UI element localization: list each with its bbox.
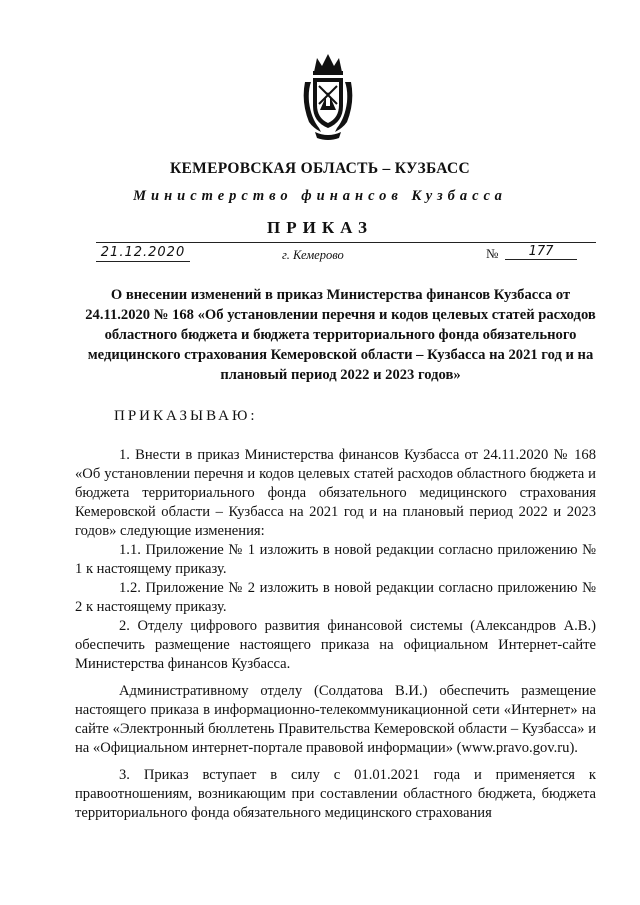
header-divider (96, 242, 596, 243)
document-number-label: № (486, 246, 499, 261)
order-word: ПРИКАЗЫВАЮ: (114, 408, 258, 424)
document-number: 177 (505, 244, 577, 260)
paragraph-3: 3. Приказ вступает в силу с 01.01.2021 года и применяется к правоотношениям, возникающим при составлении областного бюджета, бюджета территориального фонда обязательного медицинского страхования (75, 767, 596, 821)
paragraph-1: 1. Внести в приказ Министерства финансов Кузбасса от 24.11.2020 № 168 «Об установлении перечня и кодов целевых статей расходов областного бюджета и бюджета территориального фонда обязательного медицинского страхования Кемеровской области – Кузбасса на 2021 год и на плановый период 2022 и 2023 годов» следующие изменения: (75, 447, 596, 539)
ministry-name: Министерство финансов Кузбасса (133, 188, 507, 204)
region-name: КЕМЕРОВСКАЯ ОБЛАСТЬ – КУЗБАСС (169, 160, 470, 177)
document-type: ПРИКАЗ (267, 218, 373, 237)
paragraph-1-2: 1.2. Приложение № 2 изложить в новой редакции согласно приложению № 2 к настоящему приказу. (75, 580, 596, 615)
paragraph-admin-dept: Административному отделу (Солдатова В.И.) обеспечить размещение настоящего приказа в информационно-телекоммуникационной сети «Интернет» на сайте «Электронный бюллетень Правительства Кемеровской области – Кузбасса» и на «Официальном интернет-портале правовой информации» (www.pravo.gov.ru). (75, 683, 596, 756)
document-title: О внесении изменений в приказ Министерства финансов Кузбасса от 24.11.2020 № 168 «Об установлении перечня и кодов целевых статей расходов областного бюджета и бюджета территориального фонда обязательного медицинского страхования Кемеровской области – Кузбасса на 2021 год и на плановый период 2022 и 2023 годов» (85, 287, 596, 383)
document-city: г. Кемерово (282, 248, 344, 262)
paragraph-2: 2. Отделу цифрового развития финансовой системы (Александров А.В.) обеспечить размещение настоящего приказа на официальном Интернет-сайте Министерства финансов Кузбасса. (75, 618, 596, 672)
document-date: 21.12.2020 (96, 245, 190, 262)
paragraph-1-1: 1.1. Приложение № 1 изложить в новой редакции согласно приложению № 1 к настоящему приказу. (75, 542, 596, 577)
coat-of-arms-emblem (299, 52, 357, 140)
document-body (75, 446, 596, 823)
